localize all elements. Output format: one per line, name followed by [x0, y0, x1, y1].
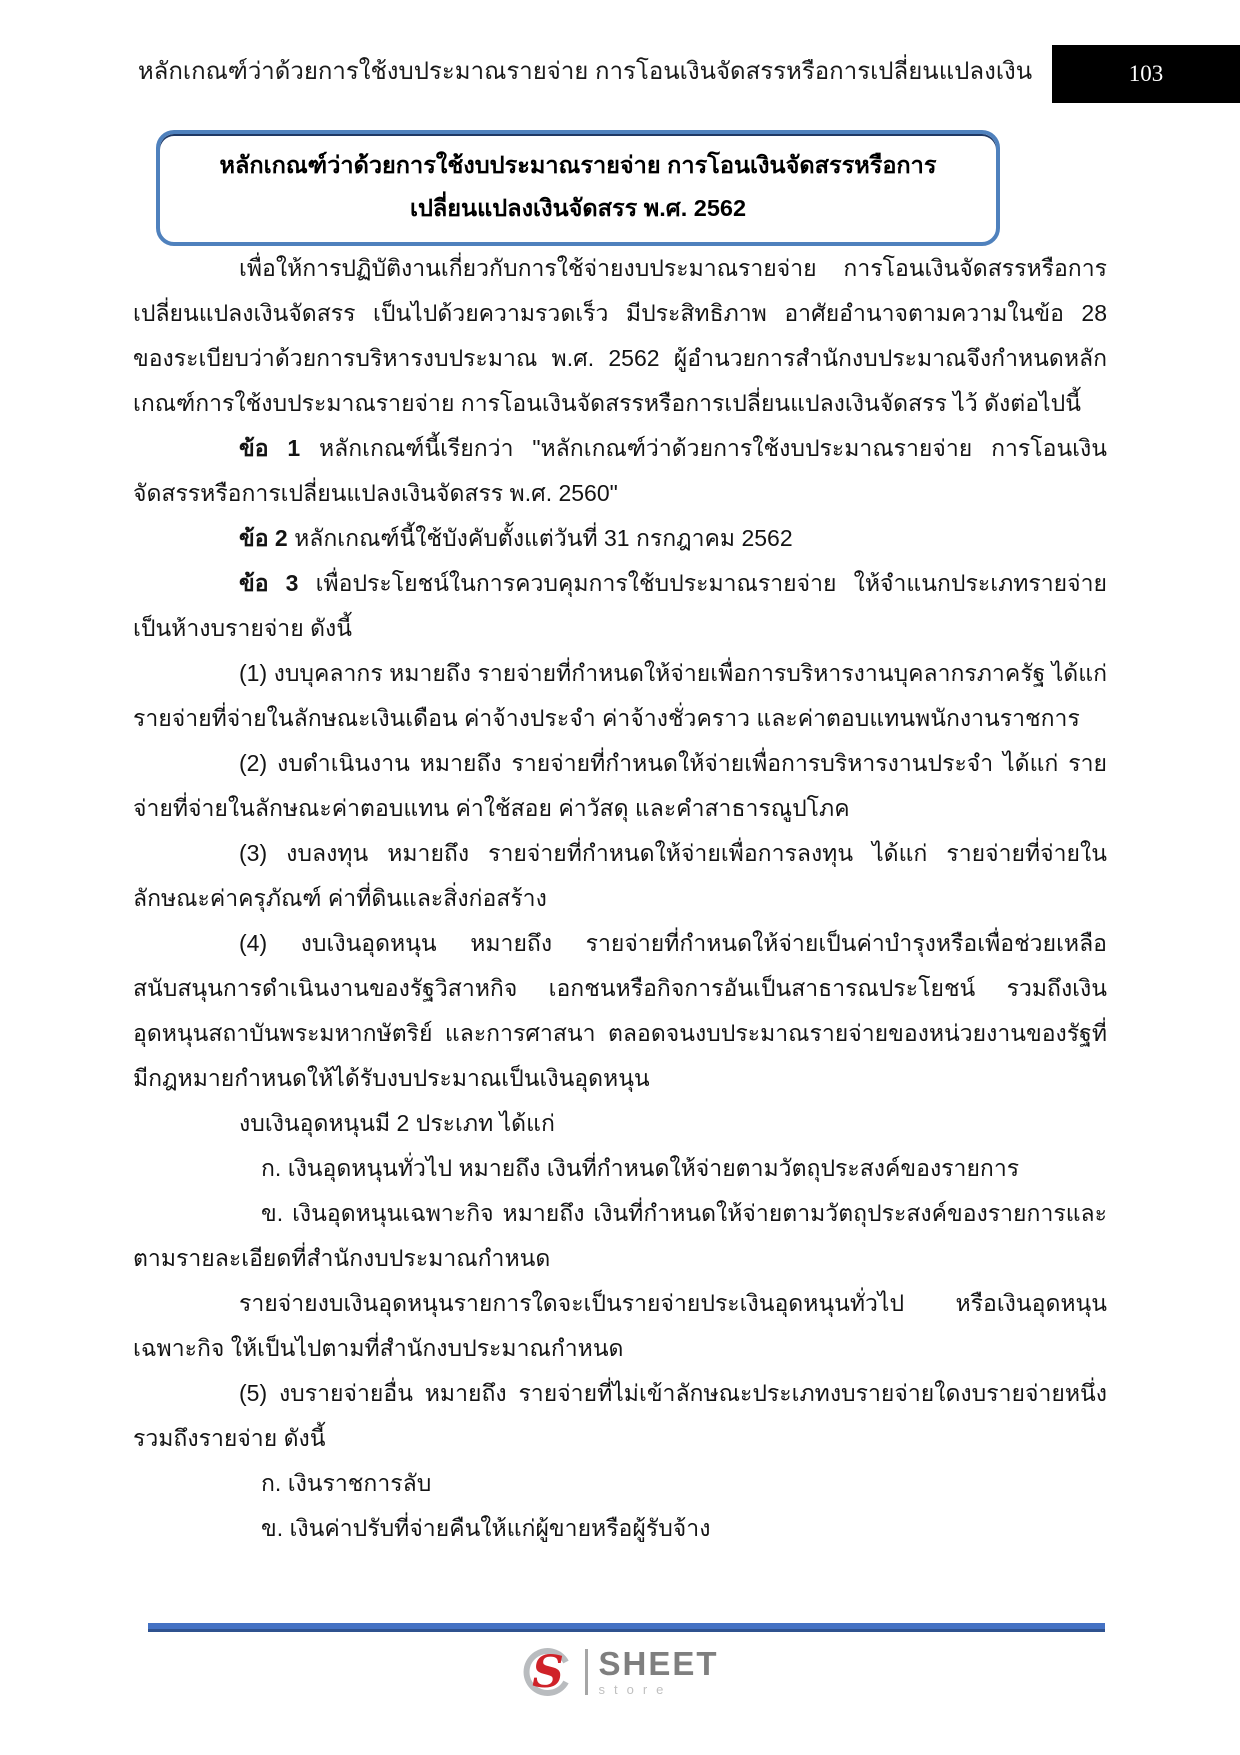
logo-separator	[585, 1649, 588, 1695]
clause-number: ข้อ 2	[239, 525, 295, 551]
paragraph-13: (5) งบรายจ่ายอื่น หมายถึง รายจ่ายที่ไม่เข้าลักษณะประเภทงบรายจ่ายใดงบรายจ่ายหนึ่ง รวมถึงรายจ่าย ดังนี้	[133, 1380, 1107, 1451]
paragraph-15: ข. เงินค่าปรับที่จ่ายคืนให้แก่ผู้ขายหรือผู้รับจ้าง	[261, 1515, 711, 1541]
document-title: หลักเกณฑ์ว่าด้วยการใช้งบประมาณรายจ่าย การโอนเงินจัดสรรหรือการเปลี่ยนแปลงเงินจัดสรร พ.ศ. 2562	[219, 152, 937, 221]
paragraph-11: ข. เงินอุดหนุนเฉพาะกิจ หมายถึง เงินที่กำหนดให้จ่ายตามวัตถุประสงค์ของรายการและตามรายละเอียดที่สำนักงบประมาณกำหนด	[133, 1200, 1107, 1271]
running-header: หลักเกณฑ์ว่าด้วยการใช้งบประมาณรายจ่าย การโอนเงินจัดสรรหรือการเปลี่ยนแปลงเงิน	[137, 58, 1033, 85]
svg-text:S: S	[532, 1647, 565, 1698]
paragraph-6: (2) งบดำเนินงาน หมายถึง รายจ่ายที่กำหนดให้จ่ายเพื่อการบริหารงานประจำ ได้แก่ รายจ่ายที่จ่ายในลักษณะค่าตอบแทน ค่าใช้สอย ค่าวัสดุ และคำสาธารณูปโภค	[133, 750, 1107, 821]
page-number: 103	[1128, 61, 1164, 86]
paragraph-10: ก. เงินอุดหนุนทั่วไป หมายถึง เงินที่กำหนดให้จ่ายตามวัตถุประสงค์ของรายการ	[261, 1155, 1020, 1181]
clause-number: ข้อ 3	[239, 570, 316, 596]
clause-number: ข้อ 1	[239, 435, 319, 461]
paragraph-5: (1) งบบุคลากร หมายถึง รายจ่ายที่กำหนดให้จ่ายเพื่อการบริหารงานบุคลากรภาครัฐ ได้แก่ รายจ่ายที่จ่ายในลักษณะเงินเดือน ค่าจ้างประจำ ค่าจ้างชั่วคราว และค่าตอบแทนพนักงานราชการ	[133, 660, 1107, 731]
document-title-box	[156, 130, 1000, 246]
sheet-store-s-icon	[521, 1645, 575, 1699]
logo-subtitle: store	[598, 1681, 673, 1697]
paragraph-14: ก. เงินราชการลับ	[261, 1470, 432, 1496]
paragraph-7: (3) งบลงทุน หมายถึง รายจ่ายที่กำหนดให้จ่ายเพื่อการลงทุน ได้แก่ รายจ่ายที่จ่ายในลักษณะค่าครุภัณฑ์ ค่าที่ดินและสิ่งก่อสร้าง	[133, 840, 1107, 911]
paragraph-12: รายจ่ายงบเงินอุดหนุนรายการใดจะเป็นรายจ่ายประเงินอุดหนุนทั่วไป หรือเงินอุดหนุนเฉพาะกิจ ให้เป็นไปตามที่สำนักงบประมาณกำหนด	[133, 1290, 1107, 1361]
sheet-store-logo	[0, 1645, 1240, 1699]
paragraph-3: ข้อ 2 หลักเกณฑ์นี้ใช้บังคับตั้งแต่วันที่ 31 กรกฎาคม 2562	[239, 525, 793, 551]
paragraph-2: ข้อ 1 หลักเกณฑ์นี้เรียกว่า "หลักเกณฑ์ว่าด้วยการใช้งบประมาณรายจ่าย การโอนเงินจัดสรรหรือการเปลี่ยนแปลงเงินจัดสรร พ.ศ. 2560"	[133, 435, 1107, 506]
paragraph-4: ข้อ 3 เพื่อประโยชน์ในการควบคุมการใช้บประมาณรายจ่าย ให้จำแนกประเภทรายจ่ายเป็นห้างบรายจ่าย ดังนี้	[133, 570, 1107, 641]
paragraph-8: (4) งบเงินอุดหนุน หมายถึง รายจ่ายที่กำหนดให้จ่ายเป็นค่าบำรุงหรือเพื่อช่วยเหลือ สนับสนุนการดำเนินงานของรัฐวิสาหกิจ เอกชนหรือกิจการอันเป็นสาธารณประโยชน์ รวมถึงเงินอุดหนุนสถาบันพระมหากษัตริย์ และการศาสนา ตลอดจนงบประมาณรายจ่ายของหน่วยงานของรัฐที่มีกฎหมายกำหนดให้ได้รับงบประมาณเป็นเงินอุดหนุน	[133, 930, 1107, 1091]
document-body	[133, 246, 1107, 1551]
page-number-badge	[1052, 45, 1240, 103]
logo-wordmark: SHEET	[598, 1644, 719, 1682]
footer-divider-line	[148, 1623, 1105, 1632]
paragraph-9: งบเงินอุดหนุนมี 2 ประเภท ได้แก่	[239, 1110, 555, 1136]
paragraph-1: เพื่อให้การปฏิบัติงานเกี่ยวกับการใช้จ่ายงบประมาณรายจ่าย การโอนเงินจัดสรรหรือการเปลี่ยนแปลงเงินจัดสรร เป็นไปด้วยความรวดเร็ว มีประสิทธิภาพ อาศัยอำนาจตามความในข้อ 28 ของระเบียบว่าด้วยการบริหารงบประมาณ พ.ศ. 2562 ผู้อำนวยการสำนักงบประมาณจึงกำหนดหลักเกณฑ์การใช้งบประมาณรายจ่าย การโอนเงินจัดสรรหรือการเปลี่ยนแปลงเงินจัดสรร ไว้ ดังต่อไปนี้	[133, 255, 1107, 416]
logo-text-block	[598, 1644, 719, 1697]
